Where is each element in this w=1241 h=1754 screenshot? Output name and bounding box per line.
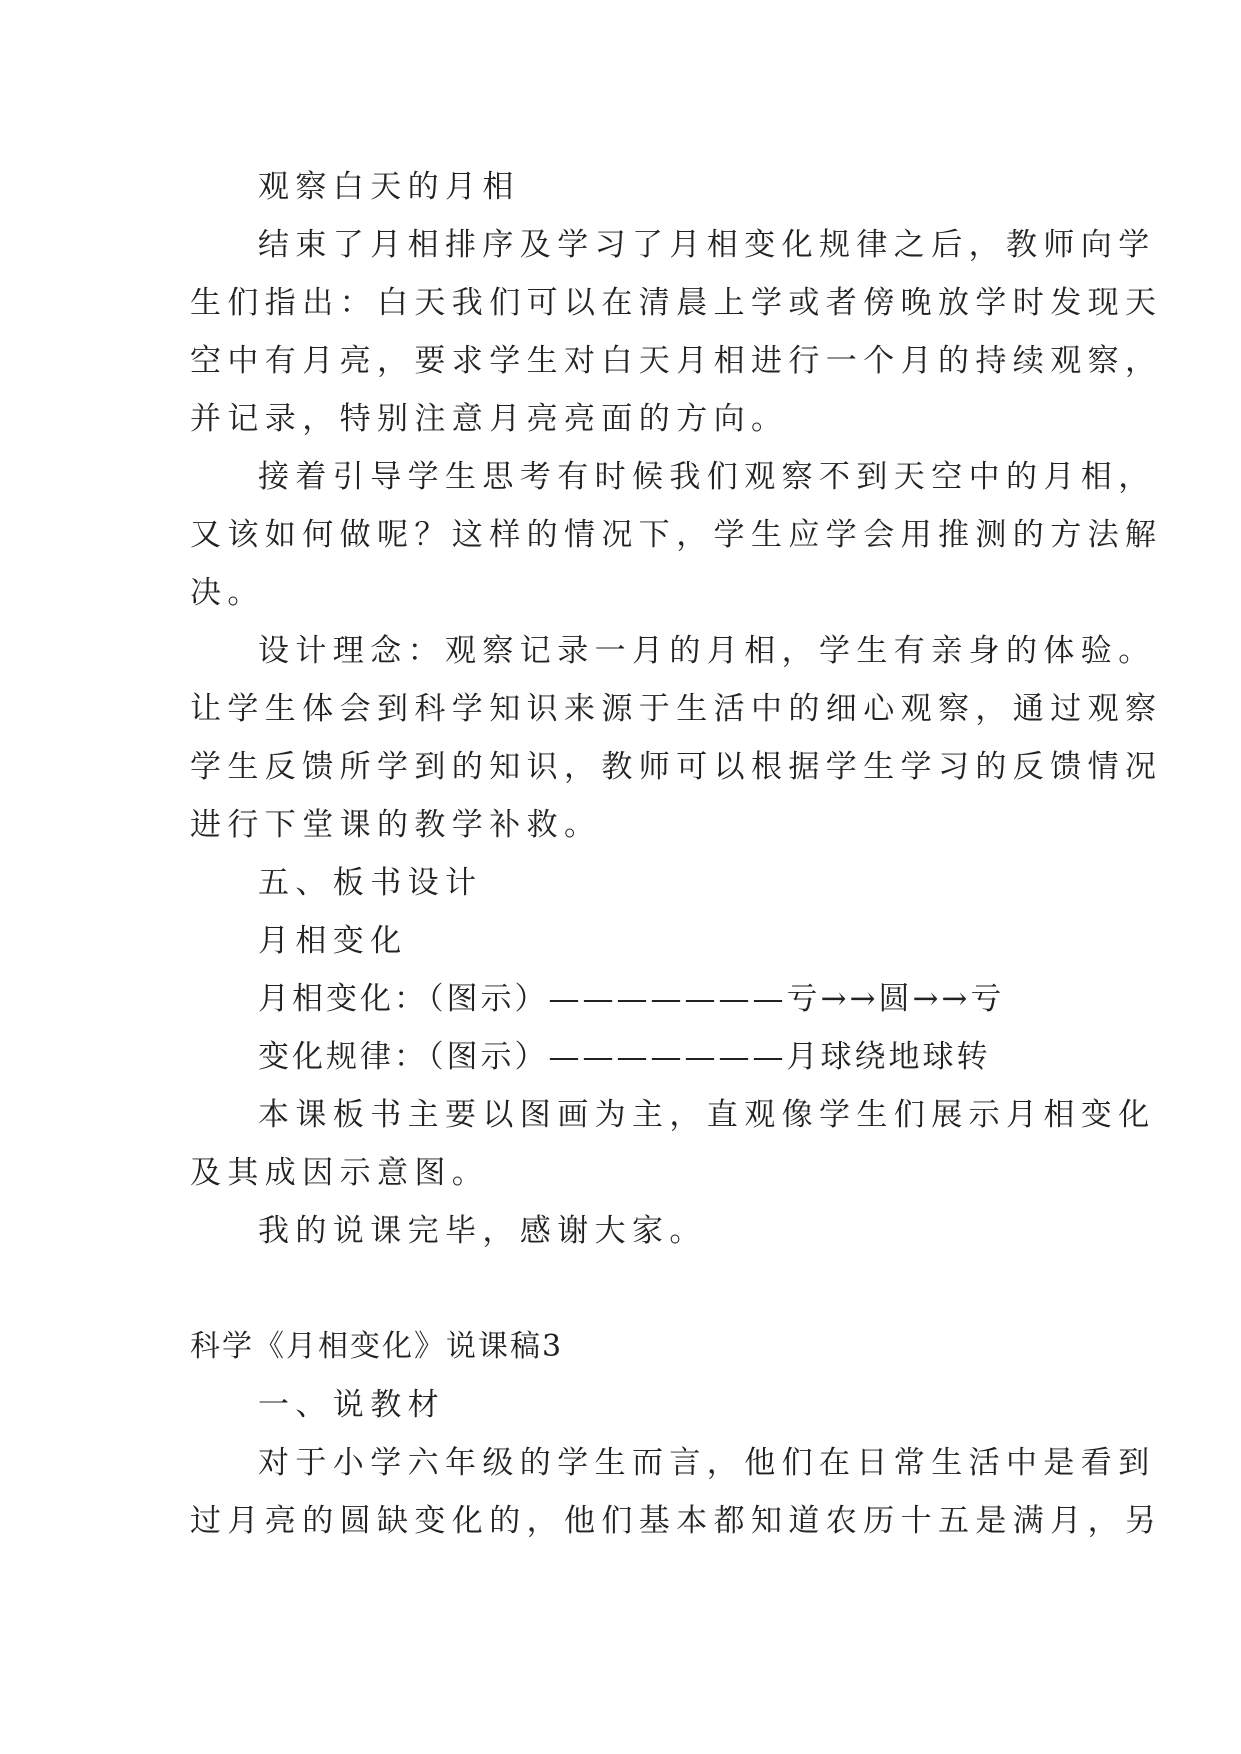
paragraph-line: 学生反馈所学到的知识，教师可以根据学生学习的反馈情况	[190, 749, 1163, 785]
section-heading: 一、说教材	[258, 1387, 445, 1423]
paragraph-line: 对于小学六年级的学生而言，他们在日常生活中是看到	[258, 1445, 1156, 1481]
board-title: 月相变化	[258, 923, 408, 959]
paragraph-line: 结束了月相排序及学习了月相变化规律之后，教师向学	[258, 227, 1156, 263]
paragraph-line: 又该如何做呢？这样的情况下，学生应学会用推测的方法解	[190, 517, 1163, 553]
paragraph-heading: 观察白天的月相	[258, 169, 520, 205]
paragraph-line: 空中有月亮，要求学生对白天月相进行一个月的持续观察，	[190, 343, 1163, 379]
paragraph-line: 决。	[190, 575, 265, 611]
paragraph-line: 生们指出：白天我们可以在清晨上学或者傍晚放学时发现天	[190, 285, 1163, 321]
board-line: 月相变化：（图示）———————亏→→圆→→亏	[258, 981, 1005, 1017]
paragraph-line: 并记录，特别注意月亮亮面的方向。	[190, 401, 789, 437]
paragraph-line: 过月亮的圆缺变化的，他们基本都知道农历十五是满月，另	[190, 1503, 1163, 1539]
paragraph-line: 进行下堂课的教学补救。	[190, 807, 602, 843]
paragraph-line: 接着引导学生思考有时候我们观察不到天空中的月相，	[258, 459, 1156, 495]
paragraph-line: 本课板书主要以图画为主，直观像学生们展示月相变化	[258, 1097, 1156, 1133]
section-heading: 五、板书设计	[258, 865, 483, 901]
paragraph-line: 及其成因示意图。	[190, 1155, 490, 1191]
paragraph-line: 我的说课完毕，感谢大家。	[258, 1213, 707, 1249]
document-title: 科学《月相变化》说课稿3	[190, 1329, 564, 1364]
paragraph-line: 让学生体会到科学知识来源于生活中的细心观察，通过观察	[190, 691, 1163, 727]
paragraph-line: 设计理念：观察记录一月的月相，学生有亲身的体验。	[258, 633, 1156, 669]
board-line: 变化规律：（图示）———————月球绕地球转	[258, 1039, 991, 1075]
